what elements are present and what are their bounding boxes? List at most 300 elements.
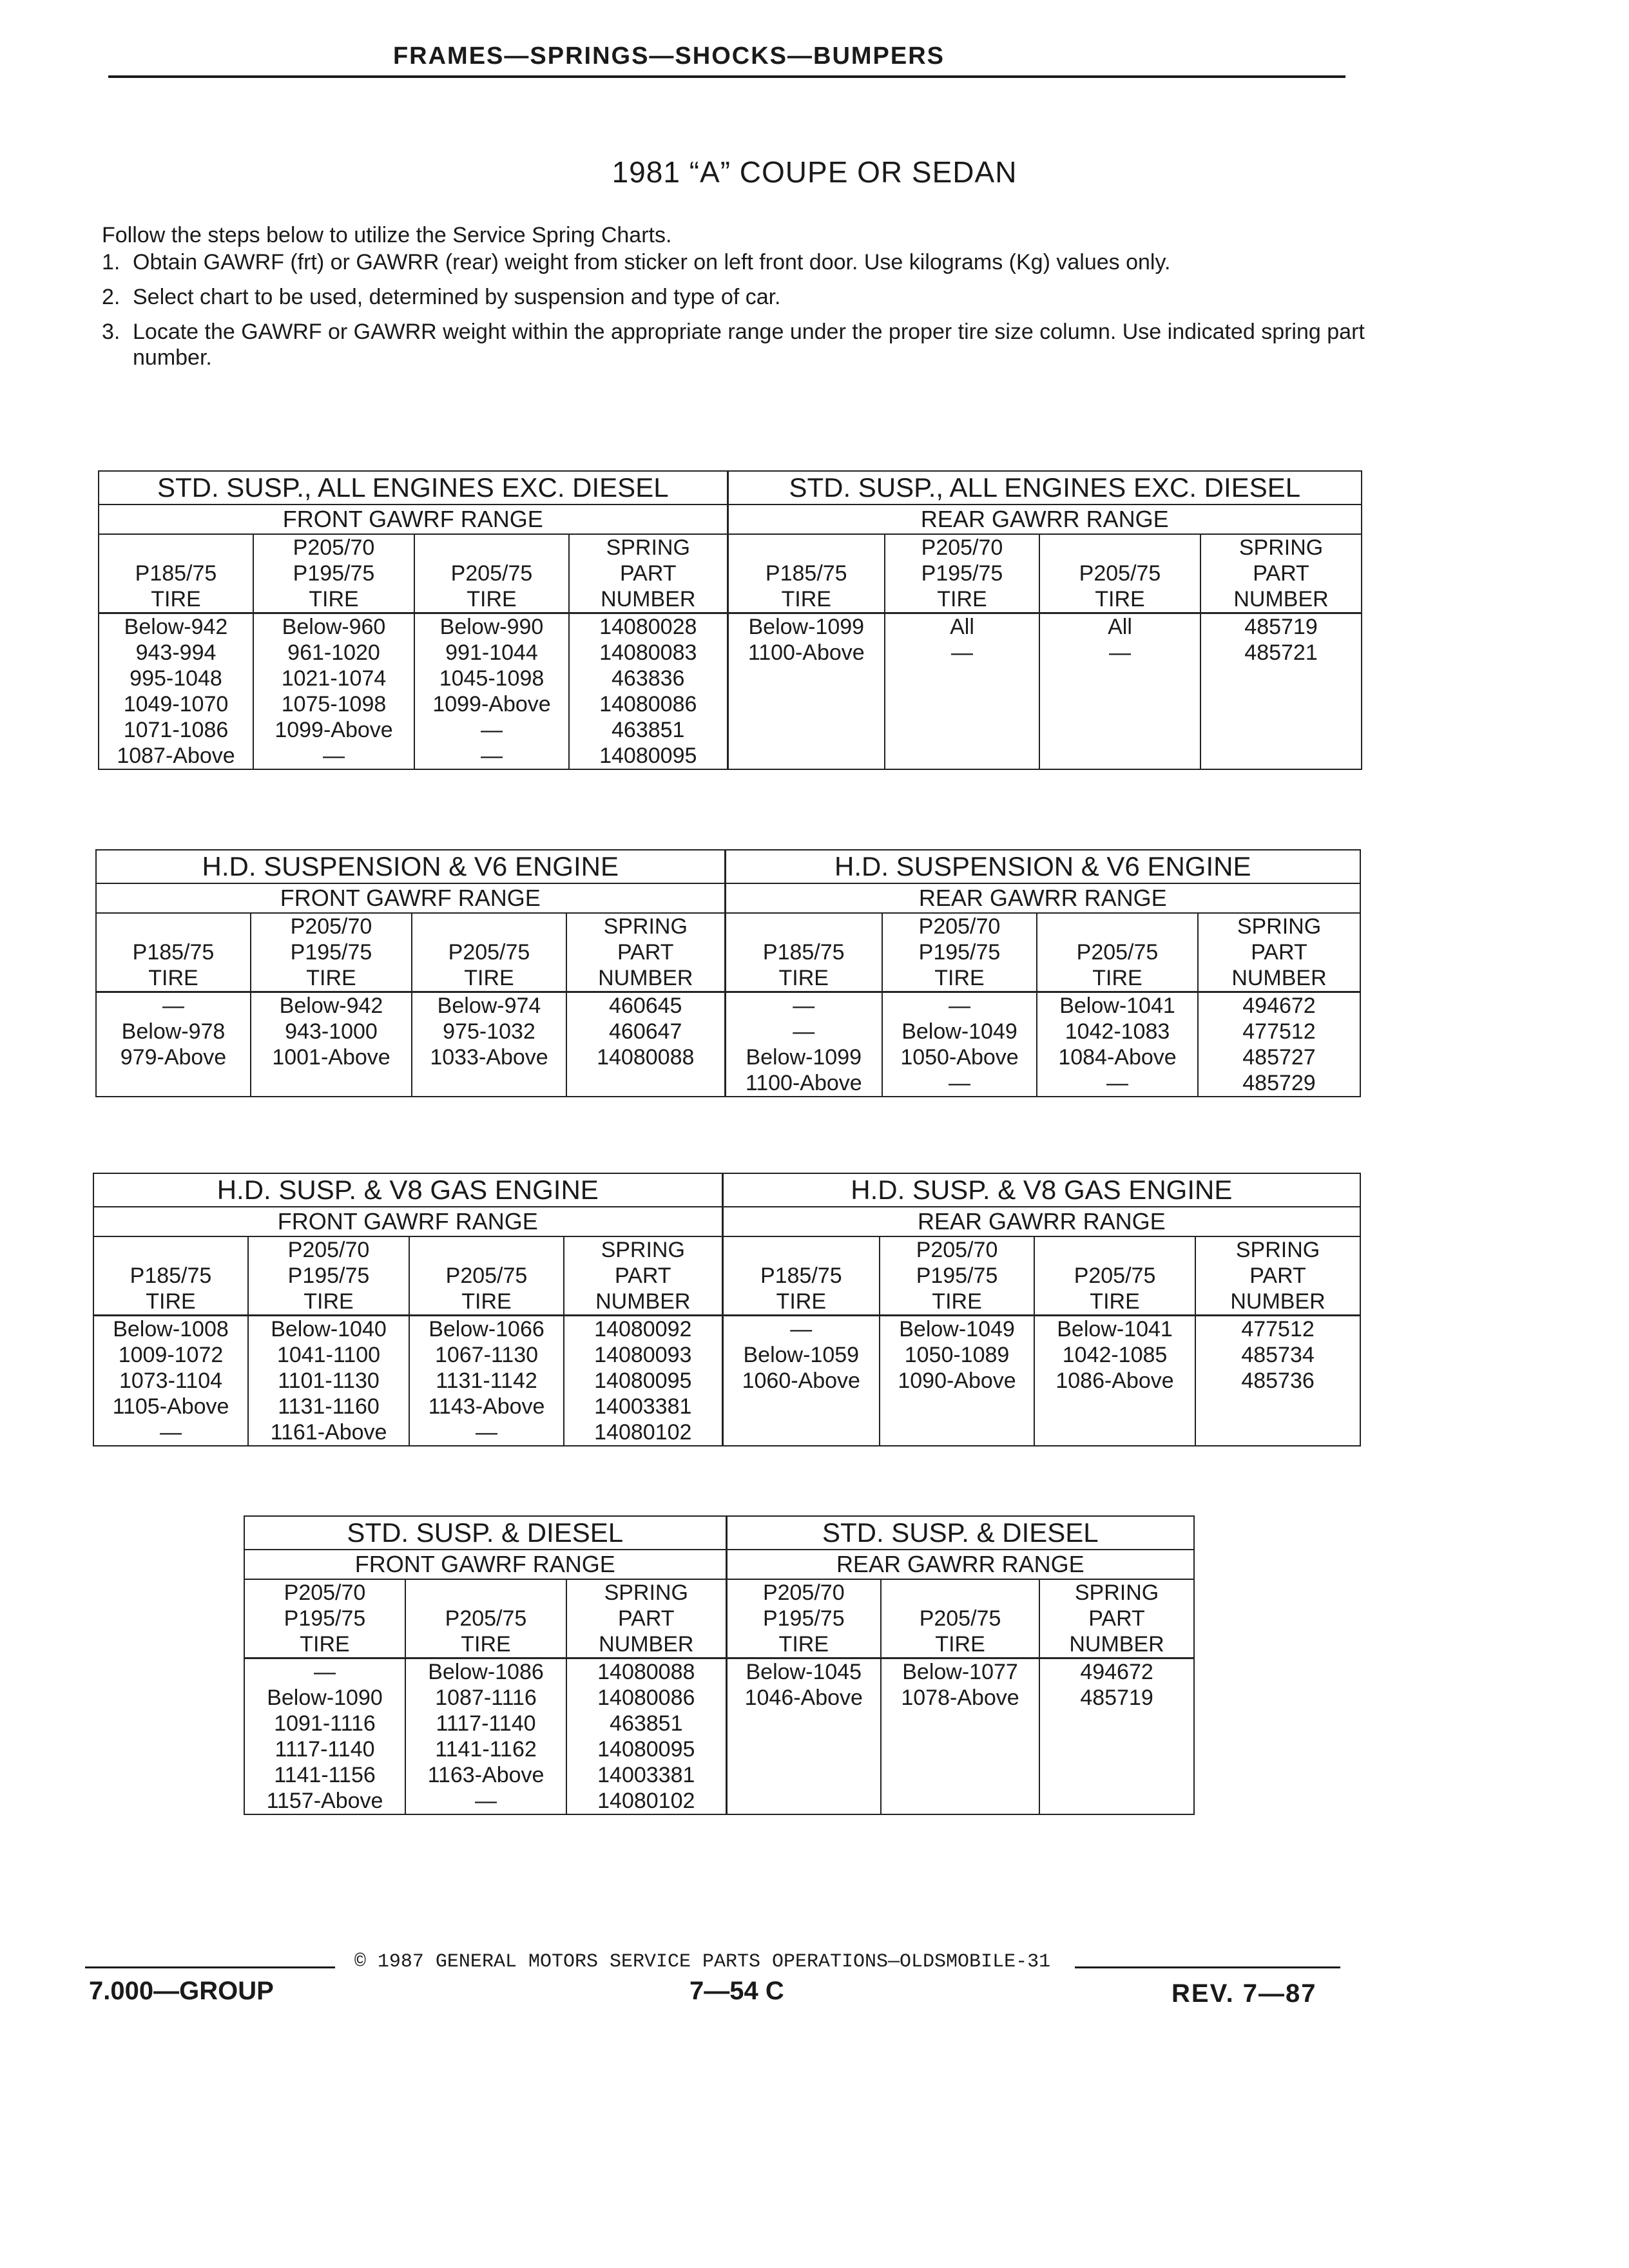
table-cell: — [409, 1419, 564, 1446]
table-cell: — [414, 717, 569, 743]
front-chart-title: H.D. SUSPENSION & V6 ENGINE [96, 850, 725, 883]
table-cell: 1131-1142 [409, 1368, 564, 1394]
table-cell: 1157-Above [244, 1788, 405, 1814]
table-row [93, 1368, 1360, 1394]
table-cell: — [725, 992, 882, 1019]
table-cell: 14080092 [564, 1316, 722, 1343]
column-header-line: P205/70 [290, 914, 372, 939]
table-cell: 485721 [1200, 640, 1362, 666]
column-header-line: P205/75 [1079, 561, 1161, 586]
table-row [93, 1419, 1360, 1446]
footer-rule-left [85, 1966, 335, 1968]
table-cell: 991-1044 [414, 640, 569, 666]
table-cell: Below-1099 [725, 1044, 882, 1070]
table-cell: — [1037, 1070, 1198, 1097]
table-row [93, 1342, 1360, 1368]
column-header-line: P185/75 [762, 940, 845, 965]
table-cell: — [96, 992, 251, 1019]
table-cell: 1001-Above [251, 1044, 412, 1070]
table-cell: 477512 [1198, 1019, 1360, 1044]
rear-chart-title: H.D. SUSP. & V8 GAS ENGINE [722, 1173, 1360, 1207]
column-header-line: TIRE [934, 966, 985, 990]
table-row [99, 640, 1362, 666]
table-cell: 961-1020 [253, 640, 414, 666]
column-header-line: P185/75 [760, 1264, 842, 1288]
table-cell: Below-960 [253, 613, 414, 640]
column-header-line: SPRING [603, 914, 688, 939]
table-cell: — [722, 1316, 880, 1343]
column-header-line: TIRE [937, 587, 987, 611]
column-header-line: TIRE [778, 1632, 829, 1657]
column-header-line: NUMBER [1233, 587, 1329, 611]
table-cell: 485719 [1039, 1685, 1194, 1711]
table-cell [726, 1736, 881, 1762]
table-cell [728, 666, 885, 691]
section-header [108, 43, 1345, 78]
table-cell: 1141-1162 [405, 1736, 566, 1762]
table-cell: 943-994 [99, 640, 253, 666]
front-column-header [564, 1236, 722, 1316]
table-cell: Below-1090 [244, 1685, 405, 1711]
table-cell: Below-1041 [1037, 992, 1198, 1019]
table-cell: 1042-1083 [1037, 1019, 1198, 1044]
table-cell: All [885, 613, 1039, 640]
column-header-line: NUMBER [601, 587, 696, 611]
rear-chart-title: STD. SUSP. & DIESEL [726, 1516, 1194, 1550]
footer-copyright: © 1987 GENERAL MOTORS SERVICE PARTS OPERATIONS—OLDSMOBILE-31 [354, 1951, 1051, 1973]
table-cell [1200, 743, 1362, 769]
table-row [244, 1658, 1194, 1686]
step-text: Locate the GAWRF or GAWRR weight within the appropriate range under the proper tire size column. Use indicated spring part number. [133, 320, 1365, 370]
table-cell: 1050-1089 [880, 1342, 1034, 1368]
table-cell: 1021-1074 [253, 666, 414, 691]
rear-column-header [881, 1579, 1039, 1658]
front-column-header [569, 534, 728, 613]
instructions [102, 222, 1378, 380]
table-row [96, 1019, 1360, 1044]
table-cell [1039, 743, 1200, 769]
column-header-line: PART [619, 561, 677, 586]
table-cell: 1073-1104 [93, 1368, 248, 1394]
column-header-line: P205/70 [762, 1581, 845, 1605]
table-cell [1200, 666, 1362, 691]
column-header-line: P205/75 [445, 1606, 527, 1631]
step-number: 2. [102, 285, 120, 309]
chart-range-row [93, 1207, 1360, 1236]
table-cell: 1075-1098 [253, 691, 414, 717]
column-header-line: P205/70 [918, 914, 1001, 939]
table-cell: 1049-1070 [99, 691, 253, 717]
table-cell: — [414, 743, 569, 769]
table-cell [1200, 691, 1362, 717]
column-header-line: P195/75 [762, 1606, 845, 1631]
column-header-line: NUMBER [1231, 966, 1327, 990]
front-chart-title: STD. SUSP., ALL ENGINES EXC. DIESEL [99, 471, 728, 505]
table-cell: 1050-Above [882, 1044, 1037, 1070]
table-cell: Below-942 [99, 613, 253, 640]
chart-range-row [244, 1550, 1194, 1579]
table-cell: Below-1099 [728, 613, 885, 640]
table-row [244, 1762, 1194, 1788]
table-cell: 1090-Above [880, 1368, 1034, 1394]
table-cell [881, 1762, 1039, 1788]
column-header-line: PART [1251, 940, 1307, 965]
table-cell: 1042-1085 [1034, 1342, 1195, 1368]
column-header-line: SPRING [1074, 1581, 1159, 1605]
table-cell [726, 1711, 881, 1736]
column-header-line: P205/75 [1074, 1264, 1156, 1288]
front-column-header [99, 534, 253, 613]
table-cell: — [93, 1419, 248, 1446]
rear-column-header [722, 1236, 880, 1316]
table-row [96, 1044, 1360, 1070]
column-header-line: P185/75 [130, 1264, 212, 1288]
table-cell [1039, 1736, 1194, 1762]
rear-range-label: REAR GAWRR RANGE [726, 1550, 1194, 1579]
table-row [244, 1685, 1194, 1711]
spring-chart-std-susp-all-engines [98, 470, 1362, 770]
front-column-header [405, 1579, 566, 1658]
table-cell [1039, 1788, 1194, 1814]
column-header-line: PART [1249, 1264, 1306, 1288]
column-header-row [96, 913, 1360, 992]
table-cell: 14080083 [569, 640, 728, 666]
column-header-line: P205/70 [916, 1238, 998, 1262]
table-cell [1034, 1419, 1195, 1446]
table-cell [722, 1419, 880, 1446]
front-column-header [244, 1579, 405, 1658]
table-cell: 1087-1116 [405, 1685, 566, 1711]
table-cell: Below-1008 [93, 1316, 248, 1343]
table-cell: 1078-Above [881, 1685, 1039, 1711]
table-cell [885, 717, 1039, 743]
table-cell [880, 1419, 1034, 1446]
table-cell [726, 1762, 881, 1788]
front-column-header [566, 1579, 726, 1658]
rear-column-header [1195, 1236, 1360, 1316]
table-cell: 14080093 [564, 1342, 722, 1368]
table-cell: 14080086 [566, 1685, 726, 1711]
table-cell: 1033-Above [412, 1044, 566, 1070]
table-cell: 1105-Above [93, 1394, 248, 1419]
front-column-header [248, 1236, 409, 1316]
table-cell: Below-1059 [722, 1342, 880, 1368]
rear-column-header [880, 1236, 1034, 1316]
table-cell [566, 1070, 725, 1097]
column-header-line: NUMBER [599, 1632, 694, 1657]
column-header-line: SPRING [1237, 914, 1322, 939]
rear-column-header [1039, 534, 1200, 613]
table-cell: 1086-Above [1034, 1368, 1195, 1394]
column-header-line: TIRE [935, 1632, 985, 1657]
step-text: Obtain GAWRF (frt) or GAWRR (rear) weight from sticker on left front door. Use kilograms (Kg) values only. [133, 250, 1171, 274]
rear-chart-title: STD. SUSP., ALL ENGINES EXC. DIESEL [728, 471, 1362, 505]
front-column-header [412, 913, 566, 992]
table-cell [880, 1394, 1034, 1419]
table-cell: Below-1066 [409, 1316, 564, 1343]
table-row [244, 1788, 1194, 1814]
front-column-header [409, 1236, 564, 1316]
column-header-line: TIRE [304, 1289, 354, 1314]
rear-column-header [885, 534, 1039, 613]
table-cell: — [882, 1070, 1037, 1097]
column-header-line: SPRING [601, 1238, 685, 1262]
table-cell [881, 1711, 1039, 1736]
table-cell: — [253, 743, 414, 769]
step-number: 3. [102, 320, 120, 344]
table-cell [1039, 666, 1200, 691]
table-cell: Below-1077 [881, 1658, 1039, 1686]
table-cell: — [405, 1788, 566, 1814]
table-row [99, 613, 1362, 640]
table-row [99, 666, 1362, 691]
table-cell: 14080095 [564, 1368, 722, 1394]
column-header-line: P185/75 [765, 561, 847, 586]
column-header-row [93, 1236, 1360, 1316]
table-cell [726, 1788, 881, 1814]
column-header-line: P205/75 [445, 1264, 528, 1288]
column-header-line: P195/75 [916, 1264, 998, 1288]
table-cell [885, 666, 1039, 691]
column-header-line: P205/70 [921, 535, 1003, 560]
table-cell: 1101-1130 [248, 1368, 409, 1394]
rear-column-header [1037, 913, 1198, 992]
table-cell [722, 1394, 880, 1419]
column-header-line: NUMBER [1069, 1632, 1164, 1657]
column-header-line: TIRE [300, 1632, 350, 1657]
table-cell: Below-1086 [405, 1658, 566, 1686]
column-header-line: TIRE [1092, 966, 1142, 990]
table-row [99, 743, 1362, 769]
instructions-intro: Follow the steps below to utilize the Service Spring Charts. [102, 223, 672, 247]
table-cell: Below-990 [414, 613, 569, 640]
rear-column-header [1034, 1236, 1195, 1316]
table-cell: 1117-1140 [405, 1711, 566, 1736]
column-header-line: PART [1088, 1606, 1145, 1631]
table-cell: 14080095 [569, 743, 728, 769]
table-cell: 463851 [569, 717, 728, 743]
spring-chart-std-susp-diesel [244, 1515, 1195, 1815]
rear-range-label: REAR GAWRR RANGE [722, 1207, 1360, 1236]
column-header-row [99, 534, 1362, 613]
table-cell: 14003381 [566, 1762, 726, 1788]
rear-range-label: REAR GAWRR RANGE [728, 505, 1362, 534]
column-header-line: TIRE [461, 1632, 511, 1657]
column-header-line: P195/75 [284, 1606, 366, 1631]
table-cell: — [244, 1658, 405, 1686]
column-header-line: P195/75 [918, 940, 1001, 965]
table-cell [728, 743, 885, 769]
column-header-row [244, 1579, 1194, 1658]
chart-title-row [93, 1173, 1360, 1207]
table-cell: 485736 [1195, 1368, 1360, 1394]
front-chart-title: STD. SUSP. & DIESEL [244, 1516, 726, 1550]
chart-title-row [244, 1516, 1194, 1550]
table-cell: 14080102 [566, 1788, 726, 1814]
column-header-line: PART [617, 1606, 675, 1631]
column-header-line: P185/75 [135, 561, 217, 586]
table-cell: 14003381 [564, 1394, 722, 1419]
table-cell: Below-978 [96, 1019, 251, 1044]
footer-group: 7.000—GROUP [89, 1977, 274, 2005]
rear-column-header [1198, 913, 1360, 992]
table-cell: 494672 [1039, 1658, 1194, 1686]
column-header-line: TIRE [151, 587, 201, 611]
chart-range-row [96, 883, 1360, 913]
column-header-line: TIRE [932, 1289, 982, 1314]
column-header-line: NUMBER [598, 966, 693, 990]
table-cell: 14080102 [564, 1419, 722, 1446]
table-cell [881, 1736, 1039, 1762]
table-cell [728, 691, 885, 717]
column-header-line: P205/75 [919, 1606, 1001, 1631]
column-header-line: SPRING [1235, 1238, 1320, 1262]
table-cell [251, 1070, 412, 1097]
front-column-header [414, 534, 569, 613]
rear-column-header [1039, 1579, 1194, 1658]
column-header-line: TIRE [1095, 587, 1145, 611]
table-cell: 1060-Above [722, 1368, 880, 1394]
step-text: Select chart to be used, determined by suspension and type of car. [133, 285, 781, 309]
table-row [93, 1316, 1360, 1343]
table-cell: 1141-1156 [244, 1762, 405, 1788]
table-cell: 1117-1140 [244, 1736, 405, 1762]
table-cell: Below-974 [412, 992, 566, 1019]
table-cell: 494672 [1198, 992, 1360, 1019]
chart-title-row [99, 471, 1362, 505]
table-cell: 463851 [566, 1711, 726, 1736]
column-header-line: P185/75 [132, 940, 215, 965]
column-header-line: TIRE [778, 966, 829, 990]
table-cell: 14080086 [569, 691, 728, 717]
table-cell: 1163-Above [405, 1762, 566, 1788]
document-title: 1981 “A” COUPE OR SEDAN [612, 155, 1017, 189]
instruction-step [102, 319, 1378, 370]
front-column-header [253, 534, 414, 613]
footer-page-number: 7—54 C [689, 1977, 784, 2005]
column-header-line: P195/75 [921, 561, 1003, 586]
column-header-line: TIRE [776, 1289, 826, 1314]
table-cell: 485734 [1195, 1342, 1360, 1368]
chart-title-row [96, 850, 1360, 883]
table-cell [412, 1070, 566, 1097]
table-cell [1039, 717, 1200, 743]
column-header-line: TIRE [1090, 1289, 1140, 1314]
table-cell: 477512 [1195, 1316, 1360, 1343]
column-header-line: TIRE [306, 966, 356, 990]
column-header-line: P205/70 [293, 535, 375, 560]
table-row [96, 1070, 1360, 1097]
table-cell: 460647 [566, 1019, 725, 1044]
table-cell: 485719 [1200, 613, 1362, 640]
column-header-line: P195/75 [293, 561, 375, 586]
table-cell [881, 1788, 1039, 1814]
table-cell: Below-942 [251, 992, 412, 1019]
table-cell [1200, 717, 1362, 743]
column-header-line: TIRE [781, 587, 831, 611]
column-header-line: NUMBER [595, 1289, 691, 1314]
table-cell: 979-Above [96, 1044, 251, 1070]
rear-column-header [882, 913, 1037, 992]
table-cell: 1041-1100 [248, 1342, 409, 1368]
table-cell: Below-1049 [882, 1019, 1037, 1044]
column-header-line: P195/75 [290, 940, 372, 965]
table-cell: 485727 [1198, 1044, 1360, 1070]
table-cell [96, 1070, 251, 1097]
front-range-label: FRONT GAWRF RANGE [99, 505, 728, 534]
column-header-line: SPRING [606, 535, 690, 560]
table-cell: 1161-Above [248, 1419, 409, 1446]
front-column-header [96, 913, 251, 992]
front-range-label: FRONT GAWRF RANGE [93, 1207, 722, 1236]
column-header-line: P205/75 [448, 940, 530, 965]
column-header-line: SPRING [604, 1581, 688, 1605]
column-header-line: TIRE [148, 966, 198, 990]
rear-range-label: REAR GAWRR RANGE [725, 883, 1360, 913]
column-header-line: NUMBER [1230, 1289, 1325, 1314]
table-cell: — [885, 640, 1039, 666]
table-cell: 14080088 [566, 1044, 725, 1070]
chart-range-row [99, 505, 1362, 534]
front-column-header [251, 913, 412, 992]
table-cell: — [725, 1019, 882, 1044]
table-cell: 995-1048 [99, 666, 253, 691]
table-cell: Below-1045 [726, 1658, 881, 1686]
instruction-step [102, 249, 1378, 275]
front-column-header [93, 1236, 248, 1316]
footer-revision: REV. 7—87 [1171, 1979, 1317, 2008]
table-cell: 14080028 [569, 613, 728, 640]
table-cell: 1143-Above [409, 1394, 564, 1419]
table-cell: All [1039, 613, 1200, 640]
rear-column-header [1200, 534, 1362, 613]
front-chart-title: H.D. SUSP. & V8 GAS ENGINE [93, 1173, 722, 1207]
table-cell: 1009-1072 [93, 1342, 248, 1368]
table-cell [1039, 691, 1200, 717]
table-cell: 1045-1098 [414, 666, 569, 691]
table-row [244, 1736, 1194, 1762]
table-cell: 463836 [569, 666, 728, 691]
spring-chart-hd-susp-v6 [95, 849, 1361, 1097]
table-cell [1039, 1762, 1194, 1788]
table-cell: 943-1000 [251, 1019, 412, 1044]
front-range-label: FRONT GAWRF RANGE [96, 883, 725, 913]
table-row [93, 1394, 1360, 1419]
table-cell [728, 717, 885, 743]
column-header-line: PART [614, 1264, 671, 1288]
table-cell: 1131-1160 [248, 1394, 409, 1419]
column-header-line: P205/70 [287, 1238, 370, 1262]
rear-chart-title: H.D. SUSPENSION & V6 ENGINE [725, 850, 1360, 883]
table-cell: 1046-Above [726, 1685, 881, 1711]
table-cell: 14080095 [566, 1736, 726, 1762]
column-header-line: TIRE [146, 1289, 196, 1314]
table-cell: 1100-Above [728, 640, 885, 666]
spring-chart-hd-susp-v8-gas [93, 1173, 1361, 1446]
table-row [99, 717, 1362, 743]
section-title: FRAMES—SPRINGS—SHOCKS—BUMPERS [392, 43, 945, 70]
table-row [99, 691, 1362, 717]
table-cell: Below-1049 [880, 1316, 1034, 1343]
column-header-line: TIRE [461, 1289, 512, 1314]
table-cell [1195, 1419, 1360, 1446]
column-header-line: TIRE [467, 587, 517, 611]
table-cell: 14080088 [566, 1658, 726, 1686]
table-cell [885, 691, 1039, 717]
instruction-step [102, 284, 1378, 310]
table-cell: 975-1032 [412, 1019, 566, 1044]
column-header-line: P205/75 [450, 561, 533, 586]
